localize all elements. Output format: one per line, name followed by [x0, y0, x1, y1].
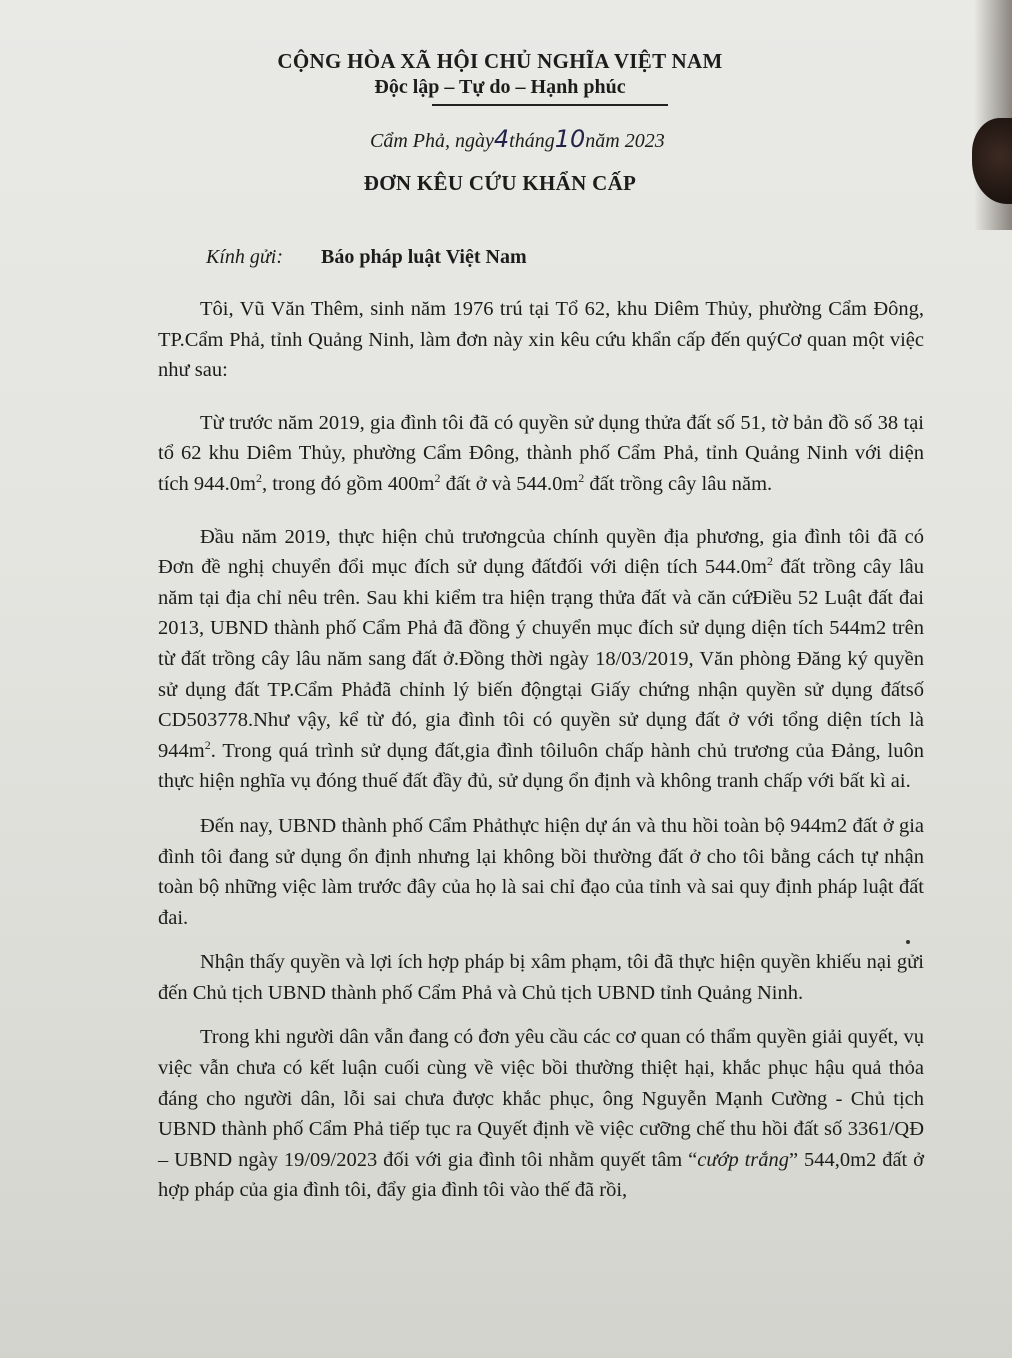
paragraph-2: Từ trước năm 2019, gia đình tôi đã có quyền sử dụng thửa đất số 51, tờ bản đồ số 38 tại tổ 62 khu Diêm Thủy, phường Cẩm Đông, thành phố Cẩm Phả, tỉnh Quảng Ninh với diện tích $944.0m^2$, trong đó gồm $400m^2$ đất ở và $544.0m^2$ đất trồng cây lâu năm. [158, 411, 924, 495]
paragraph-4: Đến nay, UBND thành phố Cẩm Phảthực hiện dự án và thu hồi toàn bộ 944m2 đất ở gia đình tôi đang sử dụng ổn định nhưng lại không bồi thường đất ở cho tôi bằng cách tự nhận toàn bộ những việc làm trước đây của họ là sai chỉ đạo của tỉnh và sai quy định pháp luật đất đai. [158, 814, 924, 929]
document-body [158, 294, 924, 1220]
paragraph-6: Trong khi người dân vẫn đang có đơn yêu cầu các cơ quan có thẩm quyền giải quyết, vụ việc vẫn chưa có kết luận cuối cùng về việc bồi thường thiệt hại, khắc phục hậu quả thỏa đáng cho người dân, lỗi sai chưa được khắc phục, ông Nguyễn Mạnh Cường - Chủ tịch UBND thành phố Cẩm Phả tiếp tục ra Quyết định về việc cưỡng chế thu hồi đất số 3361/QĐ – UBND ngày 19/09/2023 đối với gia đình tôi nhằm quyết tâm “cướp trắng” 544,0m2 đất ở hợp pháp của gia đình tôi, đẩy gia đình tôi vào thế đã rồi, [158, 1026, 924, 1202]
paragraph-3: Đầu năm 2019, thực hiện chủ trươngcủa chính quyền địa phương, gia đình tôi đã có Đơn đề nghị chuyển đổi mục đích sử dụng đấtđối với diện tích $544.0m^2$ đất trồng cây lâu năm tại địa chỉ nêu trên. Sau khi kiểm tra hiện trạng thửa đất và căn cứĐiều 52 Luật đất đai 2013, UBND thành phố Cẩm Phả đã đồng ý chuyển mục đích sử dụng diện tích 544m2 trên từ đất trồng cây lâu năm sang đất ở.Đồng thời ngày 18/03/2019, Văn phòng Đăng ký quyền sử dụng đất TP.Cẩm Phảđã chỉnh lý biến độngtại Giấy chứng nhận quyền sử dụng đấtsố CD503778.Như vậy, kể từ đó, gia đình tôi có quyền sử dụng đất ở với tổng diện tích là $944m^2$. Trong quá trình sử dụng đất,gia đình tôiluôn chấp hành chủ trương của Đảng, luôn thực hiện nghĩa vụ đóng thuế đất đầy đủ, sử dụng ổn định và không tranh chấp với bất kì ai. [158, 525, 924, 793]
paragraph-1: Tôi, Vũ Văn Thêm, sinh năm 1976 trú tại Tổ 62, khu Diêm Thủy, phường Cẩm Đông, TP.Cẩm Phả, tỉnh Quảng Ninh, làm đơn này xin kêu cứu khẩn cấp đến quýCơ quan một việc như sau: [158, 298, 924, 382]
motto-underline [432, 104, 668, 106]
handwritten-month: 10 [554, 125, 586, 153]
document-title: ĐƠN KÊU CỨU KHẨN CẤP [363, 171, 637, 195]
ink-speck [906, 940, 910, 944]
date-prefix: Cẩm Phả, ngày [370, 130, 494, 152]
national-motto: Độc lập – Tự do – Hạnh phúc [374, 76, 626, 98]
date-line [370, 125, 665, 153]
recipient-line [206, 246, 527, 269]
recipient-label: Kính gửi: [206, 246, 284, 268]
date-month-label: tháng [509, 130, 555, 152]
national-title: CỘNG HÒA XÃ HỘI CHỦ NGHĨA VIỆT NAM [277, 49, 723, 73]
handwritten-day: 4 [493, 125, 510, 153]
date-suffix: năm 2023 [585, 130, 665, 152]
recipient-name: Báo pháp luật Việt Nam [321, 246, 527, 268]
paragraph-5: Nhận thấy quyền và lợi ích hợp pháp bị xâm phạm, tôi đã thực hiện quyền khiếu nại gửi đến Chủ tịch UBND thành phố Cẩm Phả và Chủ tịch UBND tỉnh Quảng Ninh. [158, 951, 924, 1004]
